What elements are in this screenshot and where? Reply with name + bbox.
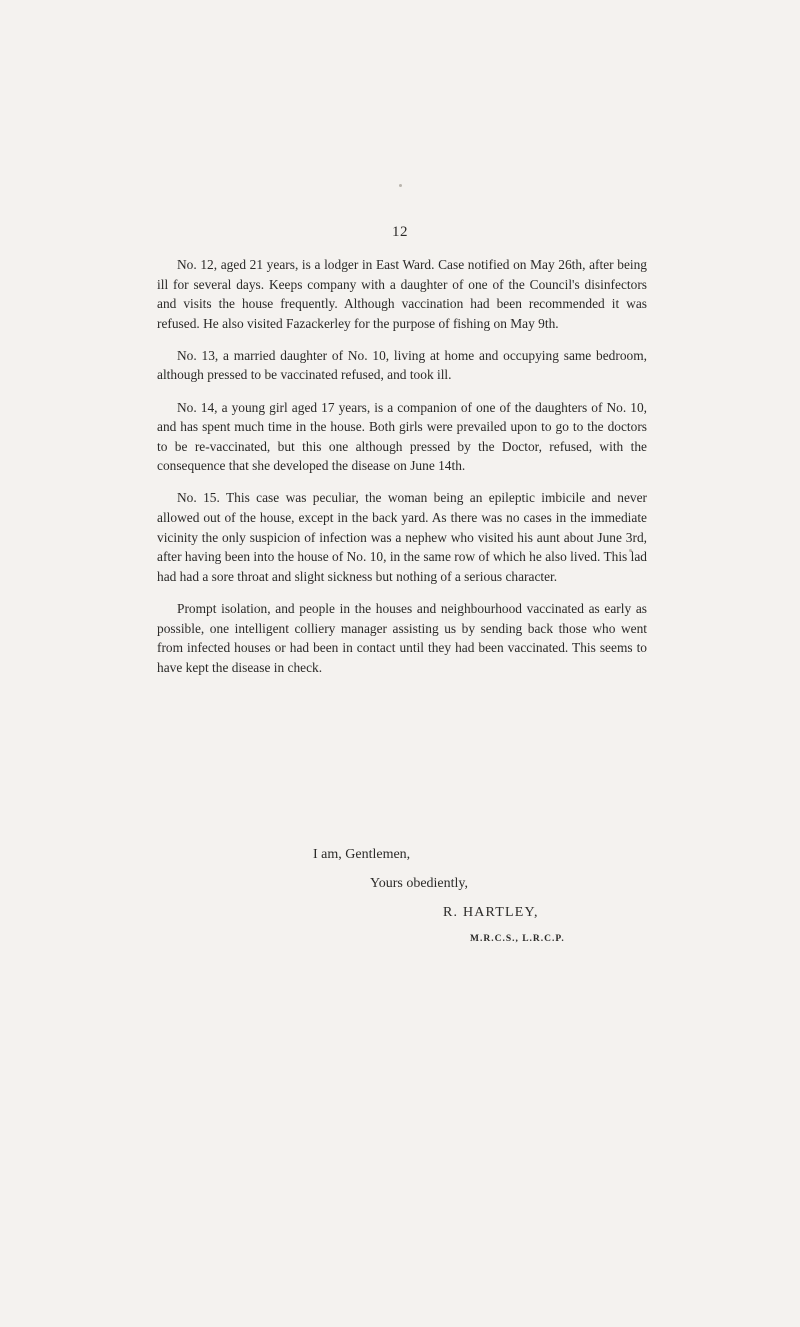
- letter-body: [157, 255, 647, 690]
- paper-speck: [399, 184, 402, 187]
- closing-valediction: Yours obediently,: [370, 876, 469, 891]
- paragraph-case-13: No. 13, a married daughter of No. 10, living at home and occupying same bedroom, although pressed to be vaccinated refused, and took ill.: [157, 347, 647, 383]
- paragraph-prompt-isolation: Prompt isolation, and people in the houses and neighbourhood vaccinated as early as possible, one intelligent colliery manager assisting us by sending back those who went from infected houses or had been in contact until they had been vaccinated. This seems to have kept the disease in check.: [157, 600, 647, 675]
- paragraph-case-14: No. 14, a young girl aged 17 years, is a companion of one of the daughters of No. 10, and has spent much time in the house. Both girls were prevailed upon to go to the doctors to be re-vaccinated, but this one although pressed by the Doctor, refused, with the consequence that she developed the disease on June 14th.: [157, 399, 647, 474]
- paragraph-case-15: No. 15. This case was peculiar, the woman being an epileptic imbicile and never allowed out of the house, except in the back yard. As there was no cases in the immediate vicinity the only suspicion of infection was a nephew who visited his aunt about June 3rd, after having been into the house of No. 10, in the same row of which he also lived. This lad had had a sore throat and slight sickness but nothing of a serious character.: [157, 490, 647, 584]
- author-signature: R. HARTLEY,: [443, 905, 539, 920]
- page-number: 12: [392, 224, 408, 240]
- closing-salutation: I am, Gentlemen,: [313, 847, 411, 862]
- paragraph-case-12: No. 12, aged 21 years, is a lodger in East Ward. Case notified on May 26th, after being ill for several days. Keeps company with a daughter of one of the Council's disinfectors and visits the house frequently. Although vaccination had been recommended it was refused. He also visited Fazackerley for the purpose of fishing on May 9th.: [157, 257, 647, 331]
- author-qualifications: M.R.C.S., L.R.C.P.: [470, 934, 565, 944]
